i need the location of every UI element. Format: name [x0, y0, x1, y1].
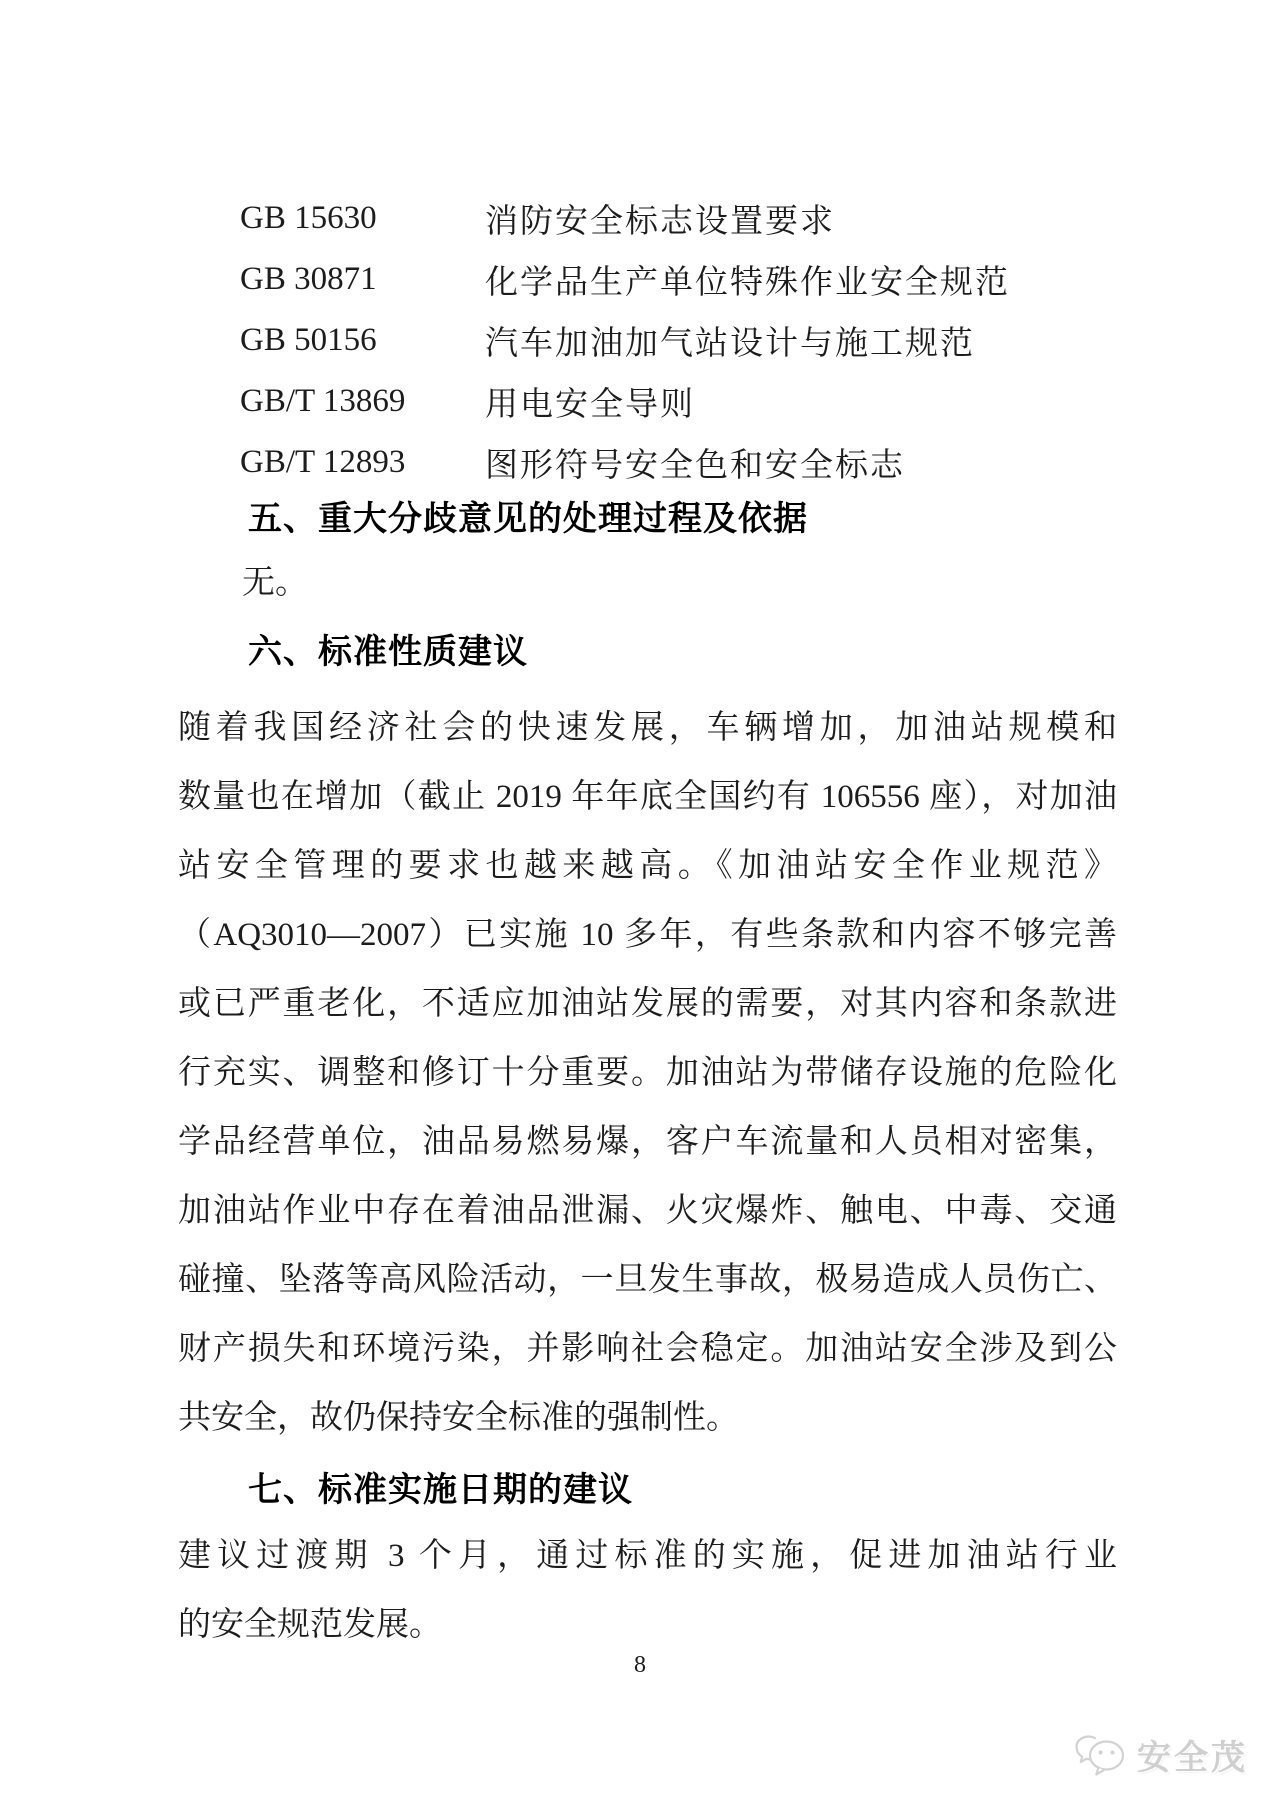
reference-code: GB 50156	[240, 322, 377, 358]
paragraph-line: 学品经营单位，油品易燃易爆，客户车流量和人员相对密集，	[178, 1124, 1117, 1160]
section-heading-7: 七、标准实施日期的建议	[248, 1471, 633, 1509]
paragraph-line: 或已严重老化，不适应加油站发展的需要，对其内容和条款进	[178, 986, 1117, 1022]
paragraph-line: 数量也在增加（截止 2019 年年底全国约有 106556 座），对加油	[178, 779, 1118, 815]
paragraph-line: 加油站作业中存在着油品泄漏、火灾爆炸、触电、中毒、交通	[178, 1193, 1117, 1229]
reference-title: 图形符号安全色和安全标志	[485, 448, 905, 484]
paragraph-line: 的安全规范发展。	[178, 1607, 442, 1643]
reference-code: GB/T 13869	[240, 383, 406, 419]
wechat-icon	[1073, 1731, 1129, 1779]
reference-row	[240, 432, 1117, 493]
reference-code: GB 30871	[240, 261, 377, 297]
reference-row	[240, 249, 1117, 310]
paragraph-line: 共安全，故仍保持安全标准的强制性。	[178, 1400, 739, 1436]
paragraph-line: 建议过渡期 3 个月，通过标准的实施，促进加油站行业	[178, 1538, 1117, 1574]
reference-title: 汽车加油加气站设计与施工规范	[485, 326, 975, 362]
watermark	[1073, 1730, 1248, 1779]
paragraph-line: （AQ3010—2007）已实施 10 多年，有些条款和内容不够完善	[178, 917, 1117, 953]
reference-list	[240, 188, 1117, 493]
paragraph-line: 站安全管理的要求也越来越高。《加油站安全作业规范》	[178, 848, 1117, 884]
reference-row	[240, 310, 1117, 371]
section-5-body-line: 无。	[242, 565, 308, 601]
reference-title: 化学品生产单位特殊作业安全规范	[485, 265, 1010, 301]
reference-title: 消防安全标志设置要求	[485, 204, 835, 240]
section-6-paragraph	[178, 694, 1117, 1453]
watermark-label: 安全茂	[1137, 1739, 1248, 1777]
reference-row	[240, 371, 1117, 432]
paragraph-line: 财产损失和环境污染，并影响社会稳定。加油站安全涉及到公	[178, 1331, 1117, 1367]
page-number: 8	[634, 1652, 646, 1678]
reference-code: GB 15630	[240, 200, 377, 236]
reference-title: 用电安全导则	[485, 387, 695, 423]
reference-code: GB/T 12893	[240, 444, 406, 480]
paragraph-line: 行充实、调整和修订十分重要。加油站为带储存设施的危险化	[178, 1055, 1117, 1091]
page-content	[178, 188, 1117, 1660]
paragraph-line: 碰撞、坠落等高风险活动，一旦发生事故，极易造成人员伤亡、	[178, 1262, 1117, 1298]
section-heading-6: 六、标准性质建议	[248, 633, 528, 671]
section-heading-5: 五、重大分歧意见的处理过程及依据	[248, 500, 808, 538]
section-7-paragraph	[178, 1522, 1117, 1660]
reference-row	[240, 188, 1117, 249]
paragraph-line: 随着我国经济社会的快速发展，车辆增加，加油站规模和	[178, 710, 1117, 746]
